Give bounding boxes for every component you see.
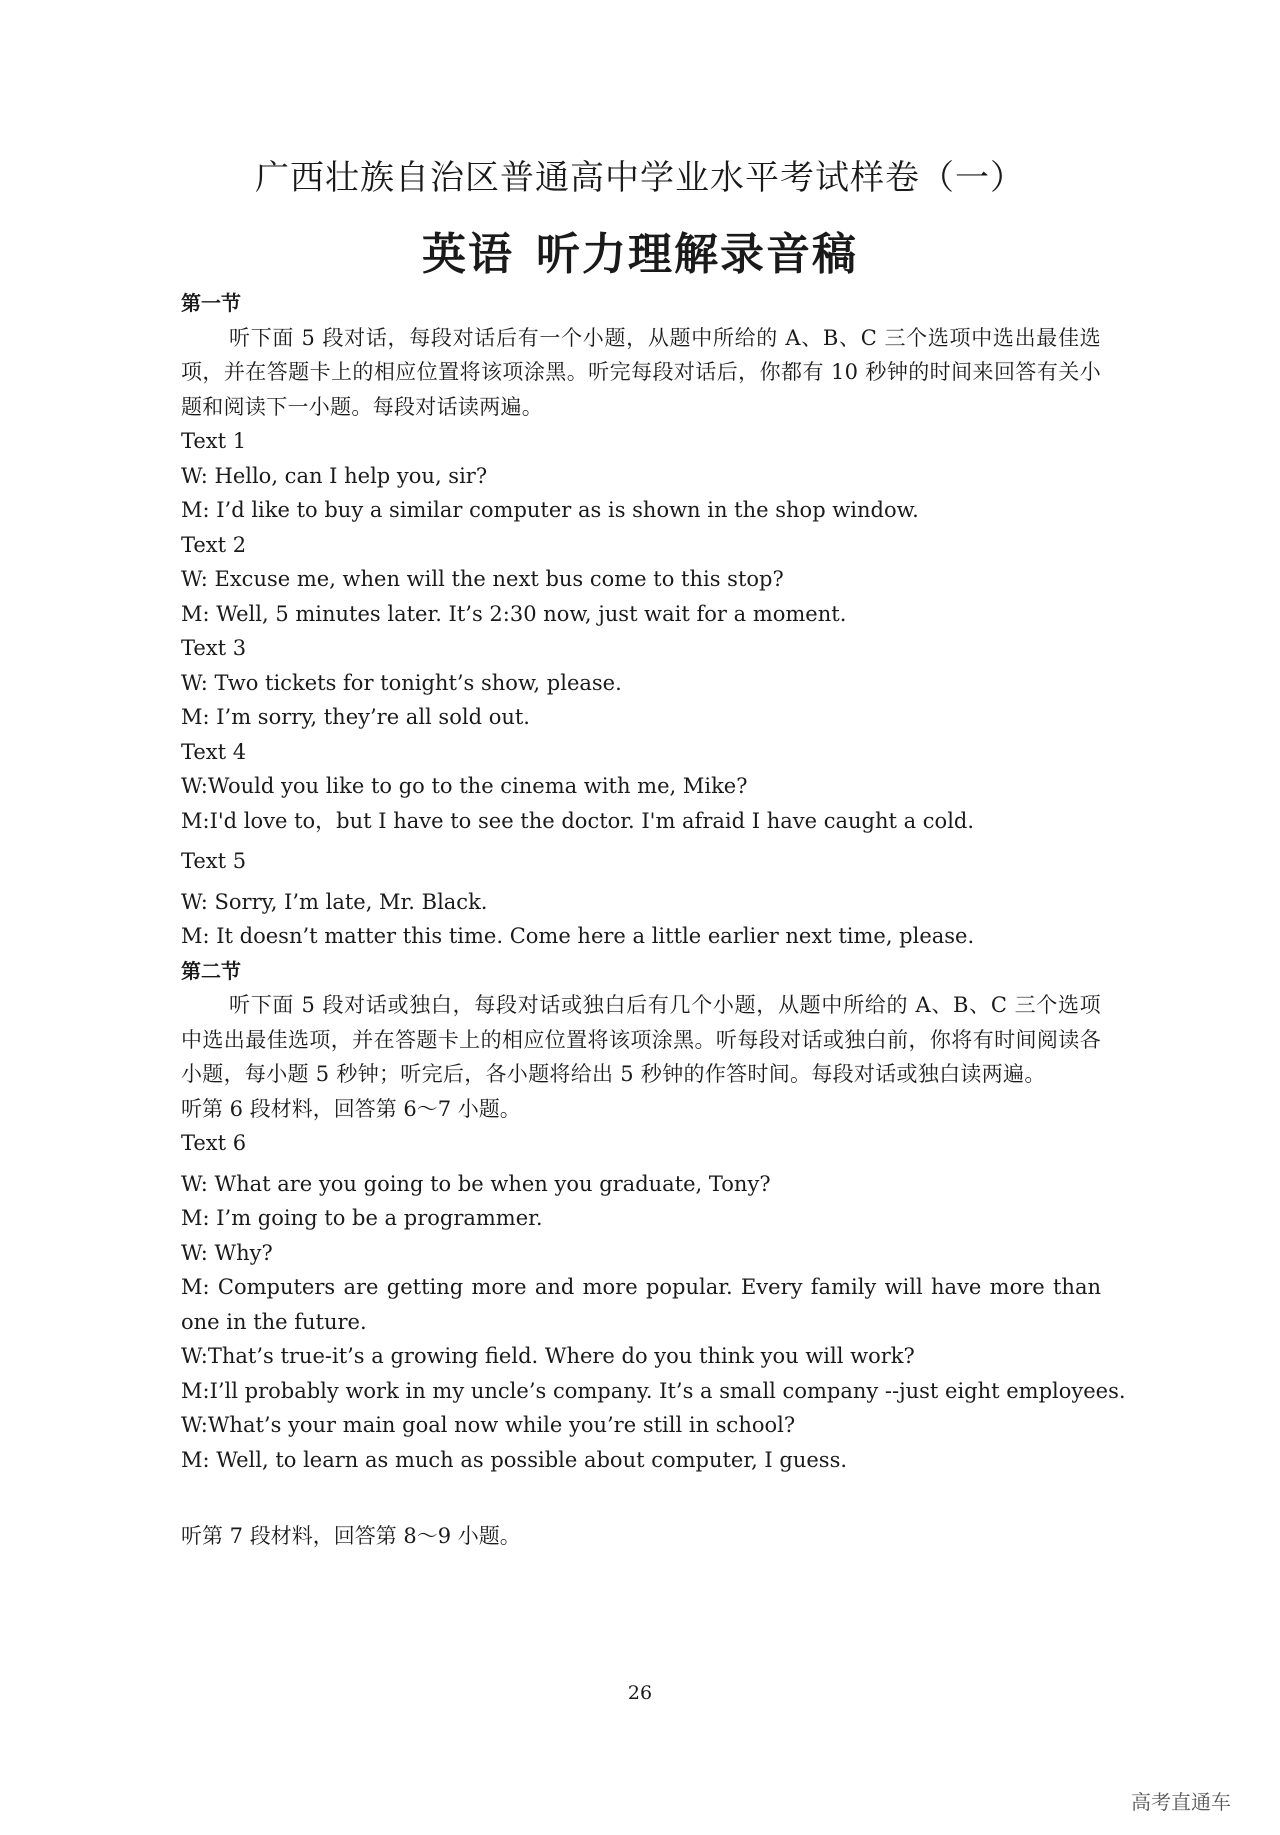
dialogue-line: W:That’s true-it’s a growing field. Where do you think you will work? bbox=[181, 1344, 915, 1368]
dialogue-line: M: Computers are getting more and more popular. Every family will have more than one in the future. bbox=[181, 1275, 1101, 1334]
dialogue-line: W: Two tickets for tonight’s show, please. bbox=[181, 670, 622, 695]
dialogue-line: W: Sorry, I’m late, Mr. Black. bbox=[181, 889, 488, 914]
document-title: 广西壮族自治区普通高中学业水平考试样卷（一） bbox=[255, 158, 1025, 198]
watermark-text: 高考直通车 bbox=[1131, 1790, 1231, 1814]
section-instructions: 听下面 5 段对话，每段对话后有一个小题，从题中所给的 A、B、C 三个选项中选出最佳选项，并在答题卡上的相应位置将该项涂黑。听完每段对话后，你都有 10 秒钟的时间来回答有关小题和阅读下一小题。每段对话读两遍。 bbox=[181, 325, 1101, 419]
text-label: Text 5 bbox=[181, 849, 247, 873]
page-number: 26 bbox=[627, 1682, 653, 1704]
dialogue-line: W: Excuse me, when will the next bus come to this stop? bbox=[181, 567, 784, 591]
text-label: Text 1 bbox=[181, 429, 247, 453]
section-heading: 第一节 bbox=[181, 291, 241, 315]
subject-label: 英语 bbox=[422, 229, 514, 280]
material-intro: 听第 7 段材料，回答第 8～9 小题。 bbox=[181, 1524, 521, 1548]
dialogue-line: M: I’d like to buy a similar computer as is shown in the shop window. bbox=[181, 498, 919, 522]
dialogue-line: M: I’m sorry, they’re all sold out. bbox=[181, 705, 530, 729]
dialogue-line: M: It doesn’t matter this time. Come here a little earlier next time, please. bbox=[181, 924, 975, 948]
dialogue-line: W: Hello, can I help you, sir? bbox=[181, 463, 488, 488]
section-heading: 第二节 bbox=[181, 958, 241, 983]
text-label: Text 6 bbox=[181, 1131, 247, 1155]
document-subtitle bbox=[0, 218, 1280, 282]
dialogue-line: W:Would you like to go to the cinema with me, Mike? bbox=[181, 774, 748, 798]
document-body bbox=[181, 286, 1126, 1554]
dialogue-line: W:What’s your main goal now while you’re still in school? bbox=[181, 1413, 796, 1437]
section-instructions: 听下面 5 段对话或独白，每段对话或独白后有几个小题，从题中所给的 A、B、C 三个选项中选出最佳选项，并在答题卡上的相应位置将该项涂黑。听每段对话或独白前，你将有时间阅读各小题，每小题 5 秒钟；听完后，各小题将给出 5 秒钟的作答时间。每段对话或独白读两遍。 bbox=[181, 993, 1101, 1086]
material-intro: 听第 6 段材料，回答第 6～7 小题。 bbox=[181, 1096, 521, 1121]
dialogue-line: M: Well, to learn as much as possible about computer, I guess. bbox=[181, 1447, 848, 1472]
dialogue-line: M: Well, 5 minutes later. It’s 2:30 now, just wait for a moment. bbox=[181, 601, 847, 626]
dialogue-line: M:I'd love to，but I have to see the doctor. I'm afraid I have caught a cold. bbox=[181, 808, 975, 833]
dialogue-line: W: Why? bbox=[181, 1240, 273, 1265]
dialogue-line: W: What are you going to be when you graduate, Tony? bbox=[181, 1171, 771, 1196]
text-label: Text 2 bbox=[181, 532, 247, 557]
subtitle-label: 听力理解录音稿 bbox=[536, 229, 858, 280]
dialogue-line: M: I’m going to be a programmer. bbox=[181, 1206, 543, 1230]
dialogue-line: M:I’ll probably work in my uncle’s company. It’s a small company --just eight employees. bbox=[181, 1378, 1126, 1403]
text-label: Text 4 bbox=[181, 739, 247, 764]
text-label: Text 3 bbox=[181, 636, 247, 660]
